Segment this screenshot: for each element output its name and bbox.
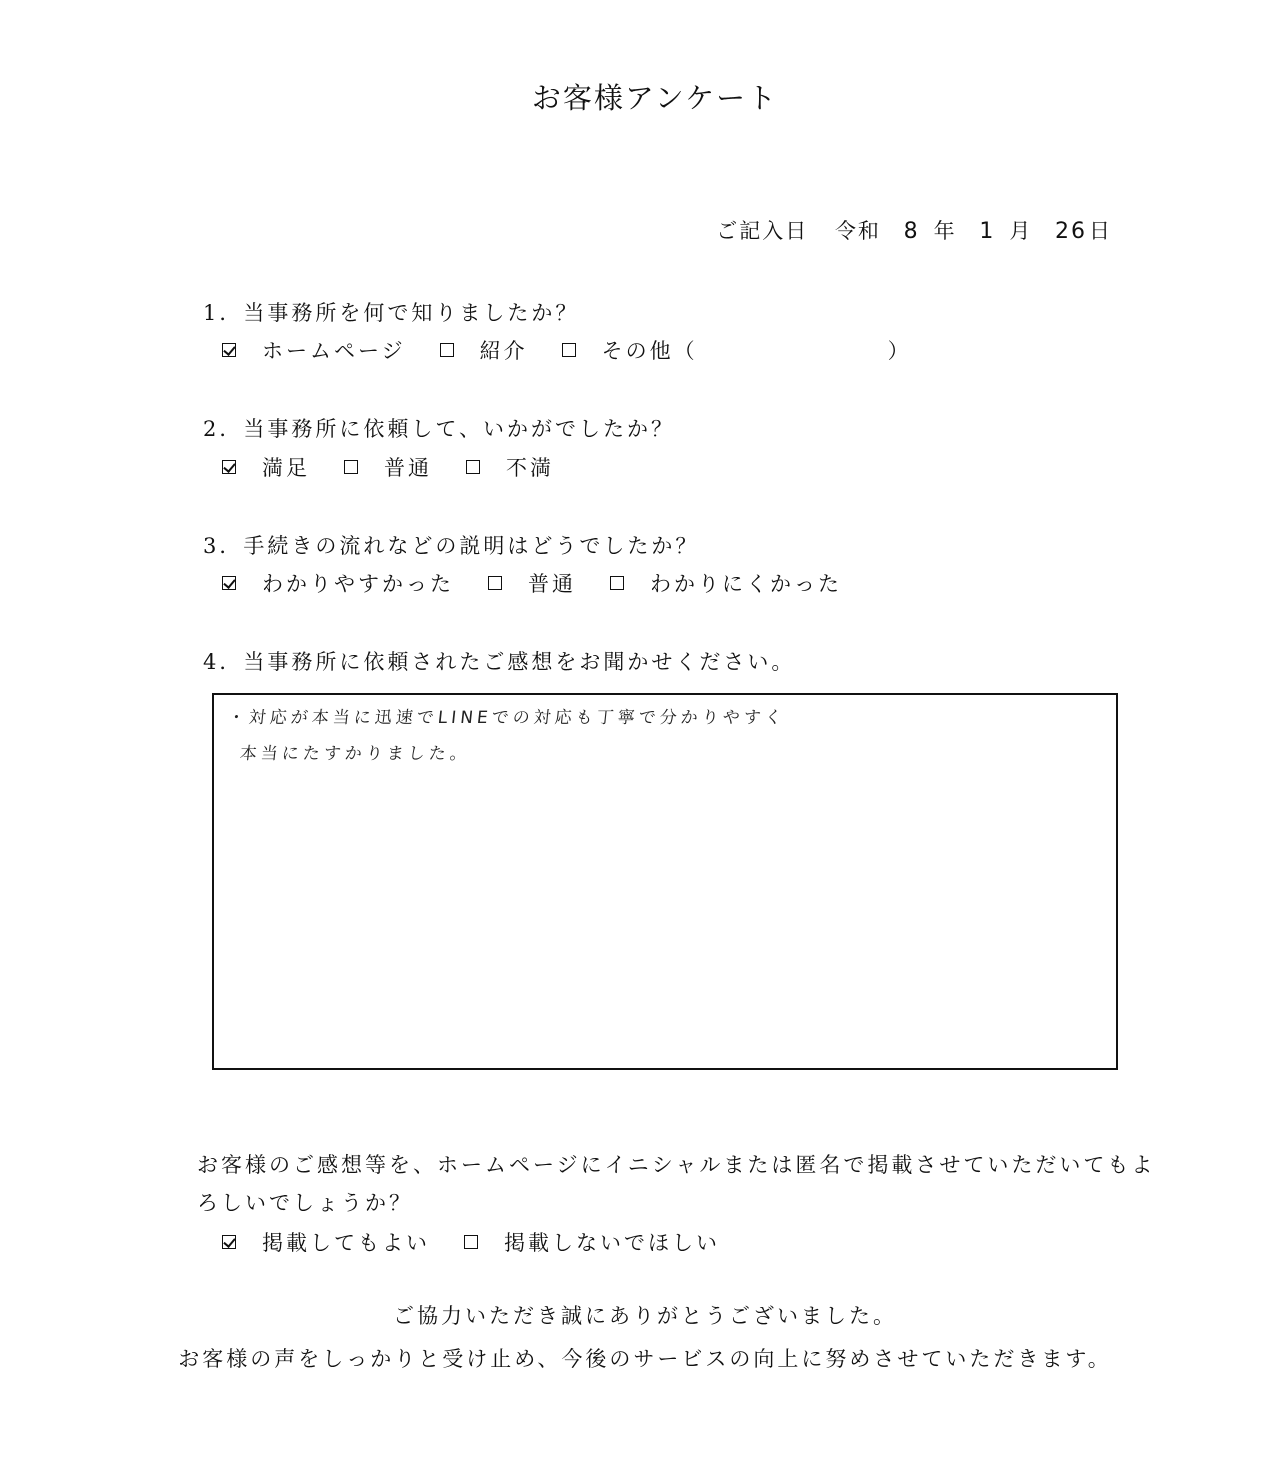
question-2-options [222, 452, 588, 482]
date-day[interactable]: 26 [1055, 219, 1087, 244]
date-day-unit: 日 [1089, 219, 1112, 243]
date-month[interactable]: 1 [979, 219, 996, 244]
date-year-unit: 年 [933, 219, 957, 243]
thanks-line-1: ご協力いただき誠にありがとうございました。 [393, 1304, 897, 1328]
q3-option-label: わかりにくかった [650, 572, 842, 596]
checkbox-checked-icon[interactable] [222, 343, 236, 357]
checkbox-icon[interactable] [464, 1235, 478, 1249]
q2-option-label: 不満 [506, 456, 554, 480]
date-month-unit: 月 [1009, 219, 1033, 243]
q2-option-label: 普通 [384, 456, 432, 480]
q2-option-normal[interactable] [344, 452, 432, 482]
publish-question-line-1: お客様のご感想等を、ホームページにイニシャルまたは匿名で掲載させていただいてもよ [197, 1153, 1156, 1177]
q1-option-referral[interactable] [440, 335, 528, 365]
q3-option-label: 普通 [528, 572, 576, 596]
publish-option-ok[interactable] [222, 1227, 430, 1257]
q1-option-label: 紹介 [479, 339, 528, 363]
thanks-line-2: お客様の声をしっかりと受け止め、今後のサービスの向上に努めさせていただきます。 [178, 1347, 1112, 1371]
question-2: 2．当事務所に依頼して、いかがでしたか？ [203, 417, 675, 441]
checkbox-checked-icon[interactable] [222, 1235, 236, 1249]
checkbox-icon[interactable] [488, 576, 502, 590]
q3-option-label: わかりやすかった [262, 572, 454, 596]
date-label: ご記入日 [716, 219, 809, 243]
question-4: 4．当事務所に依頼されたご感想をお聞かせください。 [203, 650, 796, 674]
checkbox-icon[interactable] [610, 576, 624, 590]
comment-line-2: 本当にたすかりました。 [238, 744, 472, 764]
publish-options [222, 1227, 754, 1257]
checkbox-checked-icon[interactable] [222, 460, 236, 474]
comment-textarea[interactable] [212, 693, 1118, 1070]
survey-title: お客様アンケート [531, 81, 779, 115]
publish-option-no[interactable] [464, 1227, 720, 1257]
q1-option-homepage[interactable] [222, 335, 406, 365]
checkbox-icon[interactable] [440, 343, 454, 357]
comment-line-1: ・対応が本当に迅速でLINEでの対応も丁寧で分かりやすく [226, 708, 787, 728]
question-1-options [222, 335, 946, 365]
checkbox-icon[interactable] [344, 460, 358, 474]
q3-option-normal[interactable] [488, 568, 576, 598]
q2-option-label: 満足 [262, 456, 310, 480]
question-1: 1．当事務所を何で知りましたか？ [203, 301, 580, 325]
publish-option-label: 掲載してもよい [262, 1231, 430, 1255]
q2-option-satisfied[interactable] [222, 452, 310, 482]
q1-option-other[interactable] [562, 335, 912, 365]
q3-option-clear[interactable] [222, 568, 454, 598]
checkbox-checked-icon[interactable] [222, 576, 236, 590]
q1-option-label: その他（ [601, 339, 698, 363]
date-year[interactable]: 8 [903, 219, 920, 244]
q3-option-unclear[interactable] [610, 568, 842, 598]
publish-question-line-2: ろしいでしょうか？ [197, 1191, 413, 1215]
date-era: 令和 [834, 219, 881, 243]
publish-option-label: 掲載しないでほしい [504, 1231, 720, 1255]
question-3: 3．手続きの流れなどの説明はどうでしたか？ [203, 534, 700, 558]
q2-option-dissatisfied[interactable] [466, 452, 554, 482]
q1-option-label: ホームページ [262, 339, 406, 363]
checkbox-icon[interactable] [562, 343, 576, 357]
checkbox-icon[interactable] [466, 460, 480, 474]
q1-other-close-paren: ） [887, 339, 912, 363]
entry-date [716, 215, 1112, 245]
question-3-options [222, 568, 876, 598]
